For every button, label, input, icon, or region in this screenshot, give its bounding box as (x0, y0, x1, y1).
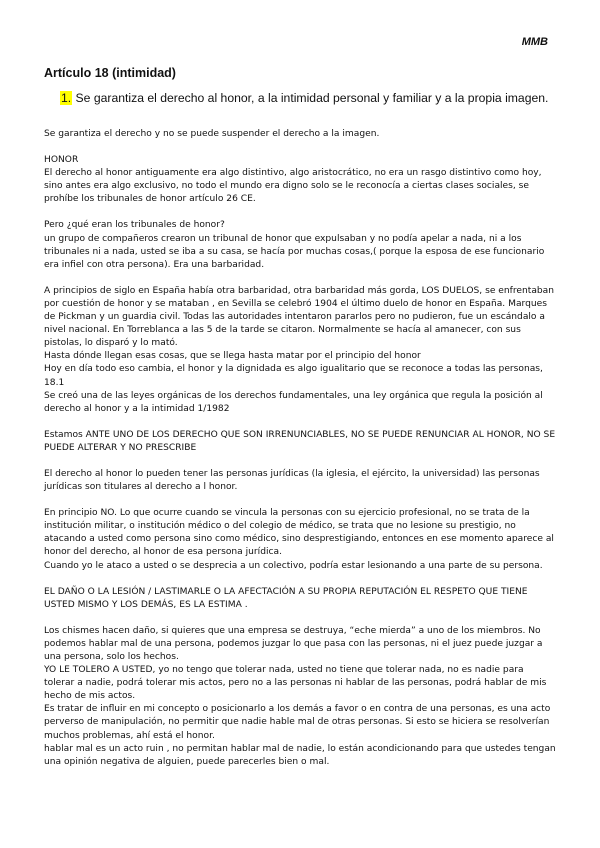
paragraph: A principios de siglo en España había otra barbaridad, otra barbaridad más gorda, LOS DUELOS, se enfrentaban por cuestión de honor y se mataban , en Sevilla se celebró 1904 el último duelo de honor en España. Marques de Pickman y un guardia civil. Todas las autoridades intentaron pararlos pero no pudieron, fue un escándalo a nivel nacional. En Torreblanca a las 5 de la tarde se citaron. Normalmente se hacía al amanecer, con sus pistolas, lo disparó y lo mató. Hasta dónde llegan esas cosas, que se llega hasta matar por el principio del honor Hoy en día todo eso cambia, el honor y la dignidada es algo igualitario que se reconoce a todas las personas, 18.1 Se creó una de las leyes orgánicas de los derechos fundamentales, una ley orgánica que regula la posición al derecho al honor y a la intimidad 1/1982 (44, 285, 555, 414)
paragraph: Se garantiza el derecho y no se puede suspender el derecho a la imagen. (44, 129, 380, 139)
paragraph: El derecho al honor lo pueden tener las personas jurídicas (la iglesia, el ejército, la universidad) las personas jurídicas son titulares al derecho a l honor. (44, 468, 540, 493)
page-title: Artículo 18 (intimidad) (44, 66, 176, 80)
paragraph: EL DAÑO O LA LESIÓN / LASTIMARLE O LA AFECTACIÓN A SU PROPIA REPUTACIÓN EL RESPETO QUE TIENE USTED MISMO Y LOS DEMÁS, ES LA ESTIMA . (44, 586, 528, 610)
header-initials: MMB (521, 36, 548, 48)
paragraph: Los chismes hacen daño, si quieres que una empresa se destruya, “eche mierda” a uno de los miembros. No podemos hablar mal de una persona, podemos juzgar lo que pasa con las personas, ni el juez puede juzgar a una persona, solo los hechos. YO LE TOLERO A USTED, yo no tengo que tolerar nada, usted no tiene que tolerar nada, no es nadie para tolerar a nadie, podrá tolerar mis actos, pero no a las personas ni hablar de las personas, podrá hablar de mis hecho de mis actos. Es tratar de influir en mi concepto o posicionarlo a los demás a favor o en contra de una personas, es una acto perverso de manipulación, no permitir que nadie hable mal de otras personas. Si esto se hiciera se resolverían muchos problemas, ahí está el honor. hablar mal es un acto ruin , no permitan hablar mal de nadie, lo están acondicionando para que ustedes tengan una opinión negativa de alguien, puede parecerles bien o mal. (44, 625, 556, 767)
lead-text: Se garantiza el derecho al honor, a la intimidad personal y familiar y a la propia imagen. (72, 91, 549, 105)
paragraph: Estamos ANTE UNO DE LOS DERECHO QUE SON IRRENUNCIABLES, NO SE PUEDE RENUNCIAR AL HONOR, NO SE PUEDE ALTERAR Y NO PRESCRIBE (44, 429, 556, 453)
paragraph: HONOR El derecho al honor antiguamente era algo distintivo, algo aristocrático, no era un rasgo distintivo como hoy, sino antes era algo exclusivo, no todo el mundo era digno solo se le reconocía a ciertas clases sociales, se prohíbe los tribunales de honor artículo 26 CE. (44, 155, 542, 205)
lead-paragraph (44, 90, 550, 107)
highlighted-number: 1. (61, 91, 72, 105)
document-body (44, 128, 556, 769)
paragraph: Pero ¿qué eran los tribunales de honor? un grupo de compañeros crearon un tribunal de honor que expulsaban y no podía apelar a nada, ni a los tribunales ni a nada, usted se iba a su casa, se hacía por muchas cosas,( porque la esposa de ese funcionario era infiel con otra persona). Era una barbaridad. (44, 220, 545, 270)
paragraph: En principio NO. Lo que ocurre cuando se vincula la personas con su ejercicio profesional, no se trata de la institución militar, o institución médico o del colegio de médico, se trata que no lesione su prestigio, no atacando a usted como persona sino como médico, sino desprestigiando, entonces en ese momento aparece al honor del derecho, al honor de esa persona jurídica. Cuando yo le ataco a usted o se desprecia a un colectivo, podría estar lesionando a una parte de su persona. (44, 508, 554, 571)
